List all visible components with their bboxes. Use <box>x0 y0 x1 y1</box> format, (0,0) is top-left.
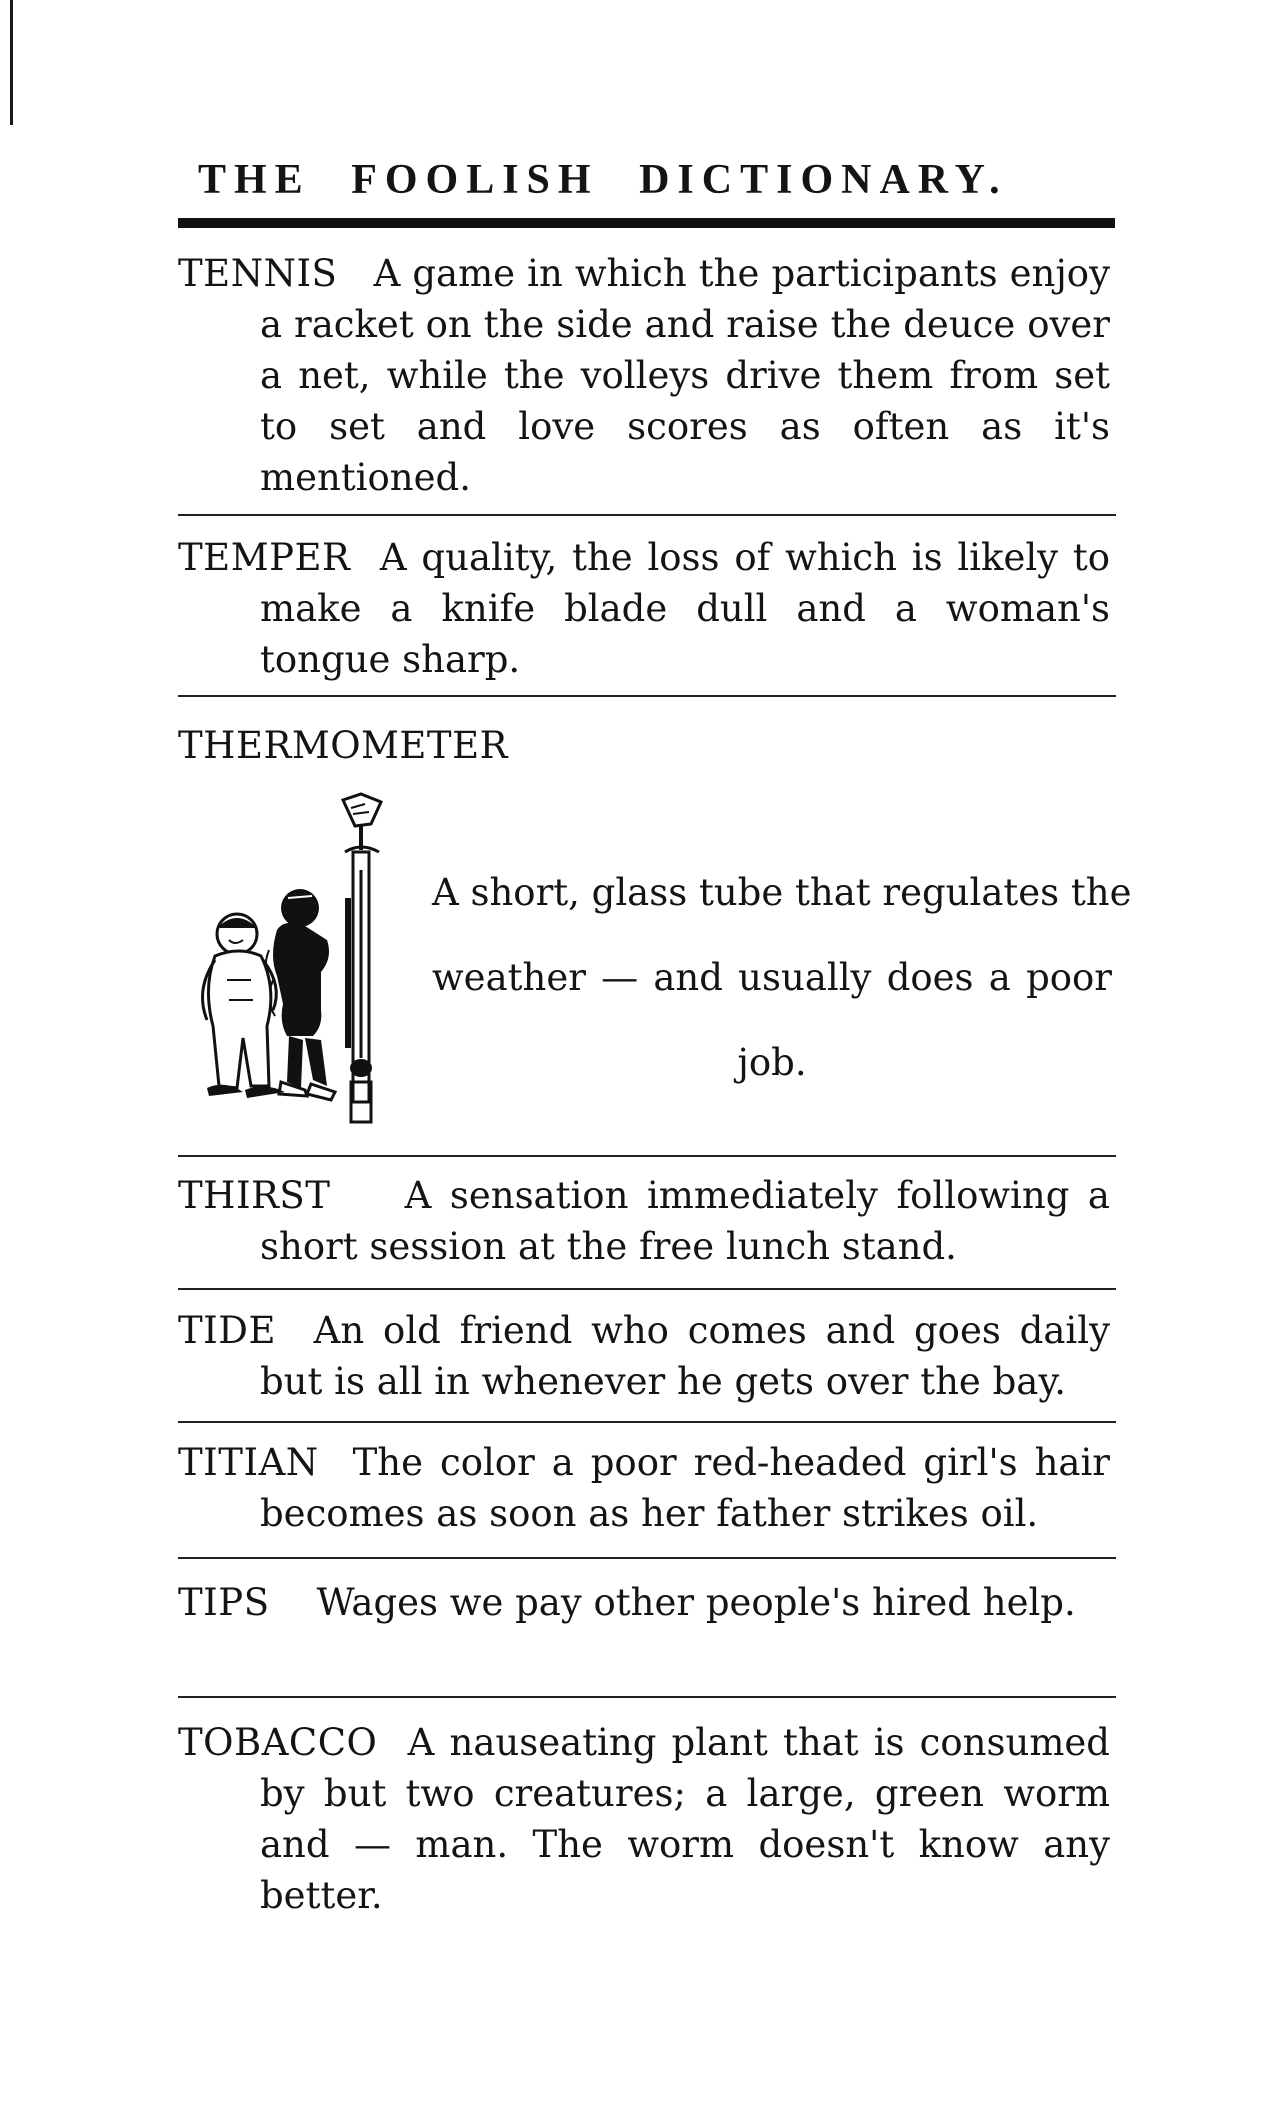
entry-divider <box>178 1155 1116 1157</box>
thermometer-illustration <box>185 790 425 1130</box>
entry-term: TEMPER <box>178 536 351 579</box>
entry-divider <box>178 695 1116 697</box>
entry-term: THIRST <box>178 1174 331 1217</box>
entry-definition: A sensation immediately following a short session at the free lunch stand. <box>260 1174 1110 1268</box>
page-header <box>178 150 1115 228</box>
entry-tobacco <box>178 1717 1110 1921</box>
entry-divider <box>178 514 1116 516</box>
entry-term: TIPS <box>178 1581 270 1624</box>
entry-term: TENNIS <box>178 252 338 295</box>
entry-temper <box>178 532 1110 685</box>
entry-term: THERMOMETER <box>178 724 508 767</box>
entry-term: TITIAN <box>178 1441 319 1484</box>
entry-definition: A quality, the loss of which is likely to make a knife blade dull and a woman's tongue sharp. <box>260 536 1110 681</box>
header-rule <box>178 218 1115 228</box>
page-title: THE FOOLISH DICTIONARY. <box>198 157 1008 203</box>
entry-thirst <box>178 1170 1110 1272</box>
entry-definition <box>432 850 1132 1105</box>
entry-definition: A game in which the participants enjoy a racket on the side and raise the deuce over a net, while the volleys drive them from set to set and love scores as often as it's mentioned. <box>260 252 1110 499</box>
margin-mark <box>10 0 13 125</box>
entry-tips <box>178 1577 1110 1628</box>
entry-definition: The color a poor red-headed girl's hair becomes as soon as her father strikes oil. <box>260 1441 1110 1535</box>
entry-divider <box>178 1421 1116 1423</box>
entry-term: TOBACCO <box>178 1721 378 1764</box>
entry-divider <box>178 1696 1116 1698</box>
entry-term: TIDE <box>178 1309 276 1352</box>
entry-tide <box>178 1305 1110 1407</box>
entry-tennis <box>178 248 1110 503</box>
definition-line: weather — and usually does a poor <box>432 956 1112 999</box>
entry-definition: Wages we pay other people's hired help. <box>316 1581 1076 1624</box>
entry-definition: An old friend who comes and goes daily but is all in whenever he gets over the bay. <box>260 1309 1110 1403</box>
entry-titian <box>178 1437 1110 1539</box>
entry-divider <box>178 1557 1116 1559</box>
entry-divider <box>178 1288 1116 1290</box>
entry-definition: A nauseating plant that is consumed by but two creatures; a large, green worm and — man. The worm doesn't know any better. <box>260 1721 1110 1917</box>
definition-line: A short, glass tube that regulates the <box>432 871 1132 914</box>
definition-line: job. <box>737 1041 807 1084</box>
